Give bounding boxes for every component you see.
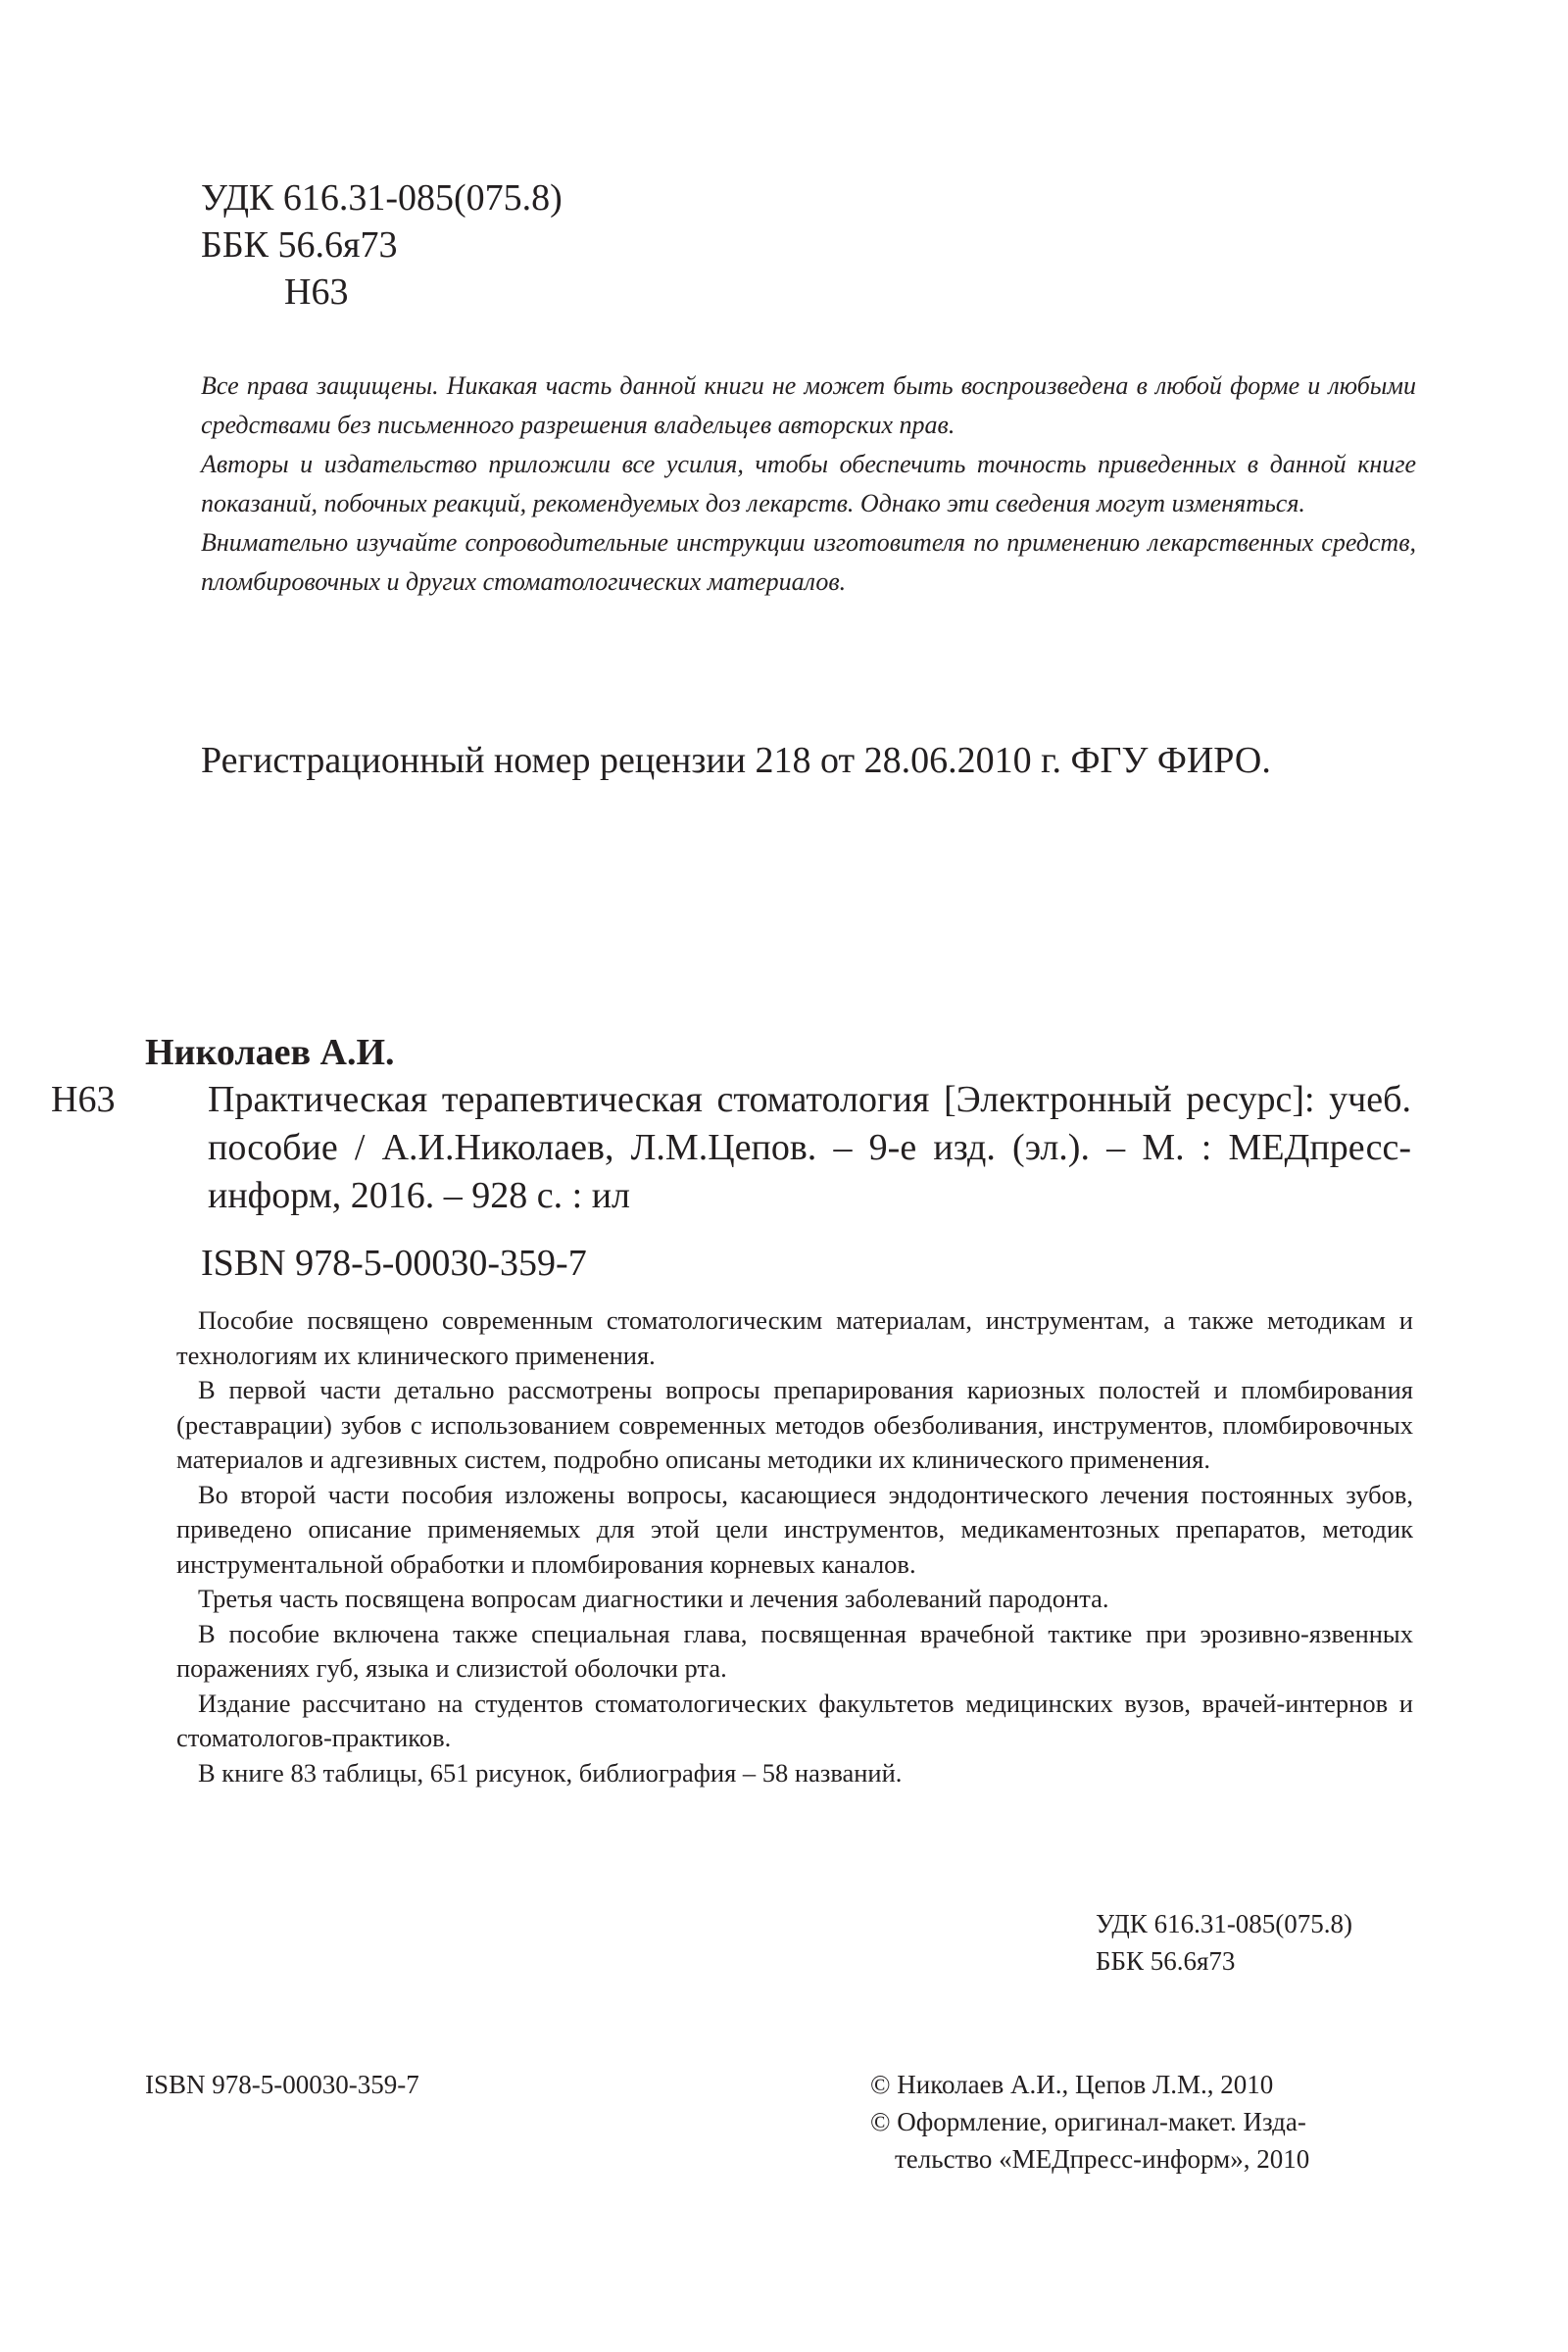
copyright-design-cont: тельство «МЕДпресс-информ», 2010 bbox=[895, 2144, 1310, 2174]
author-name: Николаев А.И. bbox=[145, 1032, 395, 1073]
notice-paragraph: Авторы и издательство приложили все усилия, чтобы обеспечить точность приведенных в данной книге показаний, побочных реакций, рекомендуемых доз лекарств. Однако эти сведения могут изменяться. bbox=[201, 450, 1416, 517]
abstract-paragraph: В книге 83 таблицы, 651 рисунок, библиография – 58 названий. bbox=[198, 1757, 903, 1788]
copyright-authors: © Николаев А.И., Цепов Л.М., 2010 bbox=[870, 2070, 1274, 2099]
book-description: Практическая терапевтическая стоматология [Электронный ресурс]: учеб. пособие / А.И.Николаев, Л.М.Цепов. – 9-е изд. (эл.). – М. : МЕДпресс-информ, 2016. – 928 с. : ил bbox=[208, 1079, 1411, 1216]
review-registration: Регистрационный номер рецензии 218 от 28.06.2010 г. ФГУ ФИРО. bbox=[201, 740, 1271, 781]
abstract-paragraph: Издание рассчитано на студентов стоматологических факультетов медицинских вузов, врачей-интернов и стоматологов-практиков. bbox=[176, 1688, 1413, 1752]
isbn-main: ISBN 978-5-00030-359-7 bbox=[201, 1243, 587, 1284]
notice-paragraph: Все права защищены. Никакая часть данной книги не может быть воспроизведена в любой форме и любыми средствами без письменного разрешения владельцев авторских прав. bbox=[201, 371, 1416, 439]
abstract-paragraph: В первой части детально рассмотрены вопросы препарирования кариозных полостей и пломбирования (реставрации) зубов с использованием современных методов обезболивания, инструментов, пломбировочных материалов и адгезивных систем, подробно описаны методики их клинического применения. bbox=[176, 1375, 1413, 1474]
copyright-block bbox=[870, 2066, 1419, 2178]
notice-paragraph: Внимательно изучайте сопроводительные инструкции изготовителя по применению лекарственных средств, пломбировочных и других стоматологических материалов. bbox=[201, 528, 1416, 596]
footer-udk: УДК 616.31-085(075.8) bbox=[1096, 1909, 1353, 1938]
bbk-code: ББК 56.6я73 bbox=[201, 224, 398, 266]
abstract-paragraph: В пособие включена также специальная глава, посвященная врачебной тактике при эрозивно-язвенных поражениях губ, языка и слизистой оболочки рта. bbox=[176, 1618, 1413, 1683]
bibliographic-description bbox=[208, 1076, 1411, 1220]
udk-code: УДК 616.31-085(075.8) bbox=[201, 177, 563, 219]
footer-classification bbox=[1096, 1905, 1352, 1980]
footer-bbk: ББК 56.6я73 bbox=[1096, 1946, 1236, 1976]
rights-notice bbox=[201, 367, 1416, 602]
classification-codes bbox=[201, 174, 563, 316]
copyright-design: © Оформление, оригинал-макет. Изда- bbox=[870, 2107, 1306, 2136]
footer-isbn: ISBN 978-5-00030-359-7 bbox=[145, 2070, 419, 2099]
book-abstract bbox=[176, 1303, 1413, 1790]
abstract-paragraph: Во второй части пособия изложены вопросы, касающиеся эндодонтического лечения постоянных зубов, приведено описание применяемых для этой цели инструментов, медикаментозных препаратов, методик инструментальной обработки и пломбирования корневых каналов. bbox=[176, 1479, 1413, 1579]
author-mark-side: Н63 bbox=[51, 1079, 116, 1120]
abstract-paragraph: Пособие посвящено современным стоматологическим материалам, инструментам, а также методикам и технологиям их клинического применения. bbox=[176, 1305, 1413, 1370]
author-mark: Н63 bbox=[284, 271, 349, 313]
abstract-paragraph: Третья часть посвящена вопросам диагностики и лечения заболеваний пародонта. bbox=[198, 1584, 1109, 1613]
